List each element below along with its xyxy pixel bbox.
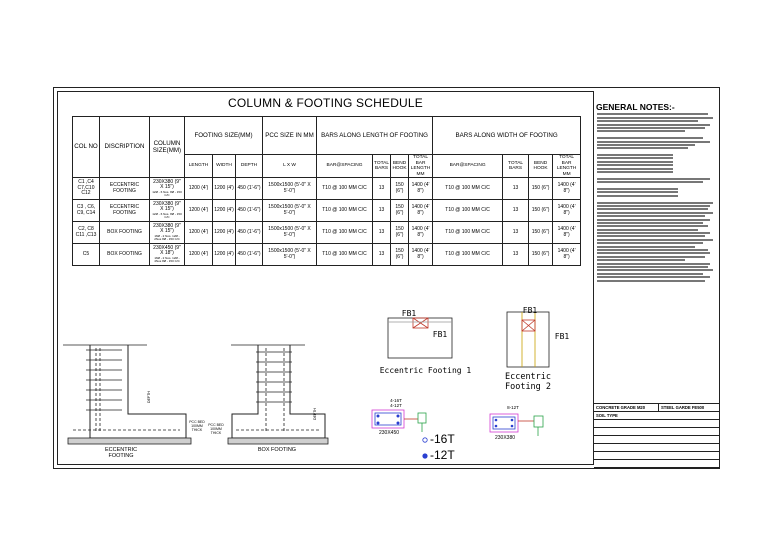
header-column-size: COLUMN SIZE(MM) [150, 117, 185, 178]
cell-hook-l: 150 (6") [391, 178, 409, 200]
column-section-1 [372, 410, 426, 432]
column-reinforcement-note: 16Ø - 2 Nos. 12Ø - 4Nos 8Ø - 150 C/C [154, 256, 180, 264]
cell-bar-l: T10 @ 100 MM C/C [317, 200, 373, 222]
fb1-label-4: FB1 [554, 332, 570, 341]
cell-tot-l: 13 [373, 222, 391, 244]
column-size-230x380: 230X380 [494, 435, 516, 441]
cell-width: 1200 (4') [213, 178, 236, 200]
cell-tot-w: 13 [503, 244, 529, 266]
cell-length: 1200 (4') [185, 244, 213, 266]
cell-hook-l: 150 (6") [391, 200, 409, 222]
fb1-label-1: FB1 [401, 309, 417, 318]
header-bar-spacing-width: BAR@SPACING [433, 155, 503, 178]
header-total-bar-length-w: TOTAL BAR LENGTH MM [553, 155, 581, 178]
cell-len-l: 1400 (4' 8") [409, 222, 433, 244]
cell-desc: ECCENTRIC FOOTING [100, 178, 150, 200]
cell-len-w: 1400 (4' 8") [553, 178, 581, 200]
cell-len-w: 1400 (4' 8") [553, 244, 581, 266]
header-col-no: COL NO [73, 117, 100, 178]
cell-hook-w: 150 (6") [529, 244, 553, 266]
cell-bar-w: T10 @ 100 MM C/C [433, 222, 503, 244]
cell-tot-w: 13 [503, 200, 529, 222]
header-bend-hook-length: BEND HOOK [391, 155, 409, 178]
fb1-label-2: FB1 [432, 330, 448, 339]
eccentric-footing-section [63, 345, 191, 444]
cell-hook-w: 150 (6") [529, 222, 553, 244]
header-length: LENGTH [185, 155, 213, 178]
cell-bar-w: T10 @ 100 MM C/C [433, 200, 503, 222]
eccentric-footing-2-plan [507, 312, 549, 367]
cell-hook-w: 150 (6") [529, 200, 553, 222]
column-bars-8-12t: 8-12T [507, 405, 519, 410]
cell-bar-l: T10 @ 100 MM C/C [317, 244, 373, 266]
cell-bar-l: T10 @ 100 MM C/C [317, 178, 373, 200]
cell-len-l: 1400 (4' 8") [409, 178, 433, 200]
header-bend-hook-width: BEND HOOK [529, 155, 553, 178]
cell-tot-l: 13 [373, 244, 391, 266]
spec-soil-type: SOIL TYPE [596, 413, 618, 418]
pcc-note-eccentric: PCC BED 100MM THICK [189, 420, 205, 432]
column-bars-4-12t: 4-12T [390, 403, 402, 408]
cell-pcc: 1500x1500 (5'-0" X 5'-0") [263, 222, 317, 244]
cell-width: 1200 (4') [213, 222, 236, 244]
header-footing-size: FOOTING SIZE(MM) [185, 117, 263, 155]
fb1-label-3: FB1 [522, 306, 538, 315]
cell-pcc: 1500x1500 (5'-0" X 5'-0") [263, 178, 317, 200]
cell-tot-w: 13 [503, 222, 529, 244]
cell-len-l: 1400 (4' 8") [409, 200, 433, 222]
cell-col: C2, C8 C11 ,C13 [73, 222, 100, 244]
header-depth: DEPTH [236, 155, 263, 178]
column-section-2 [490, 414, 543, 436]
header-width: WIDTH [213, 155, 236, 178]
header-total-bars-width: TOTAL BARS [503, 155, 529, 178]
cell-desc: ECCENTRIC FOOTING [100, 200, 150, 222]
header-bar-spacing-length: BAR@SPACING [317, 155, 373, 178]
cell-bar-w: T10 @ 100 MM C/C [433, 178, 503, 200]
cell-depth: 450 (1'-6") [236, 222, 263, 244]
column-bars-4-16t: 4-16T [390, 398, 402, 403]
cell-hook-w: 150 (6") [529, 178, 553, 200]
cell-width: 1200 (4') [213, 200, 236, 222]
header-total-bar-length-l: TOTAL BAR LENGTH MM [409, 155, 433, 178]
cell-depth: 450 (1'-6") [236, 178, 263, 200]
header-total-bars-length: TOTAL BARS [373, 155, 391, 178]
cell-hook-l: 150 (6") [391, 222, 409, 244]
notes-title: GENERAL NOTES:- [596, 102, 675, 112]
header-lxw: L X W [263, 155, 317, 178]
cell-col: C3 , C6, C9, C14 [73, 200, 100, 222]
eccentric-section-label: ECCENTRIC FOOTING [104, 447, 138, 459]
cell-size: 230X450 (9" X 18") 16Ø - 2 Nos. 12Ø - 4Nos 8Ø - 150 C/C [150, 244, 185, 266]
header-description: DISCRIPTION [100, 117, 150, 178]
eccentric-footing-1-label: Eccentric Footing 1 [379, 366, 472, 375]
legend-16t-symbol [423, 438, 427, 442]
depth-label-eccentric: DEPTH [147, 391, 151, 403]
column-reinforcement-note: 12Ø - 6 Nos. 8Ø - 150 C/C [152, 190, 182, 198]
cell-length: 1200 (4') [185, 222, 213, 244]
cell-hook-l: 150 (6") [391, 244, 409, 266]
schedule-title: COLUMN & FOOTING SCHEDULE [227, 96, 424, 110]
header-bars-length: BARS ALONG LENGTH OF FOOTING [317, 117, 433, 155]
cell-col: C5 [73, 244, 100, 266]
cell-bar-w: T10 @ 100 MM C/C [433, 244, 503, 266]
cell-width: 1200 (4') [213, 244, 236, 266]
legend-12t-symbol [422, 453, 427, 458]
cell-depth: 450 (1'-6") [236, 200, 263, 222]
box-footing-section [228, 345, 328, 444]
cell-size: 230X380 (9" X 15") 12Ø - 6 Nos. 8Ø - 150 C/C [150, 178, 185, 200]
box-section-label: BOX FOOTING [257, 447, 297, 453]
cell-desc: BOX FOOTING [100, 244, 150, 266]
spec-concrete-grade: CONCRETE GRADE M20 [596, 405, 646, 410]
cell-pcc: 1500x1500 (5'-0" X 5'-0") [263, 200, 317, 222]
header-pcc-size: PCC SIZE IN MM [263, 117, 317, 155]
column-reinforcement-note: 12Ø - 6 Nos. 8Ø - 150 C/C [152, 212, 182, 220]
legend-12t-label: -12T [430, 448, 455, 462]
cell-length: 1200 (4') [185, 200, 213, 222]
cell-desc: BOX FOOTING [100, 222, 150, 244]
cell-bar-l: T10 @ 100 MM C/C [317, 222, 373, 244]
cell-col: C1 ,C4 C7,C10 C12 [73, 178, 100, 200]
cell-tot-l: 13 [373, 178, 391, 200]
spec-steel-grade: STEEL GARDE FE500 [658, 404, 704, 411]
cell-tot-w: 13 [503, 178, 529, 200]
cell-size: 230X380 (9" X 15") 12Ø - 6 Nos. 8Ø - 150 C/C [150, 200, 185, 222]
cell-length: 1200 (4') [185, 178, 213, 200]
eccentric-footing-2-label: Eccentric Footing 2 [504, 372, 552, 393]
cell-tot-l: 13 [373, 200, 391, 222]
cell-pcc: 1500x1500 (5'-0" X 5'-0") [263, 244, 317, 266]
legend-16t-label: -16T [430, 432, 455, 446]
cell-len-w: 1400 (4' 8") [553, 200, 581, 222]
cell-len-w: 1400 (4' 8") [553, 222, 581, 244]
column-size-230x450: 230X450 [378, 430, 400, 436]
cell-len-l: 1400 (4' 8") [409, 244, 433, 266]
column-reinforcement-note: 16Ø - 2 Nos. 12Ø - 2Nos 8Ø - 150 C/C [154, 234, 180, 242]
cell-size: 230X380 (9" X 15") 16Ø - 2 Nos. 12Ø - 2Nos 8Ø - 150 C/C [150, 222, 185, 244]
depth-label: DEPTH [313, 408, 317, 420]
header-bars-width: BARS ALONG WIDTH OF FOOTING [433, 117, 581, 155]
cell-depth: 450 (1'-6") [236, 244, 263, 266]
pcc-note-box: PCC BED 100MM THICK [208, 423, 224, 435]
